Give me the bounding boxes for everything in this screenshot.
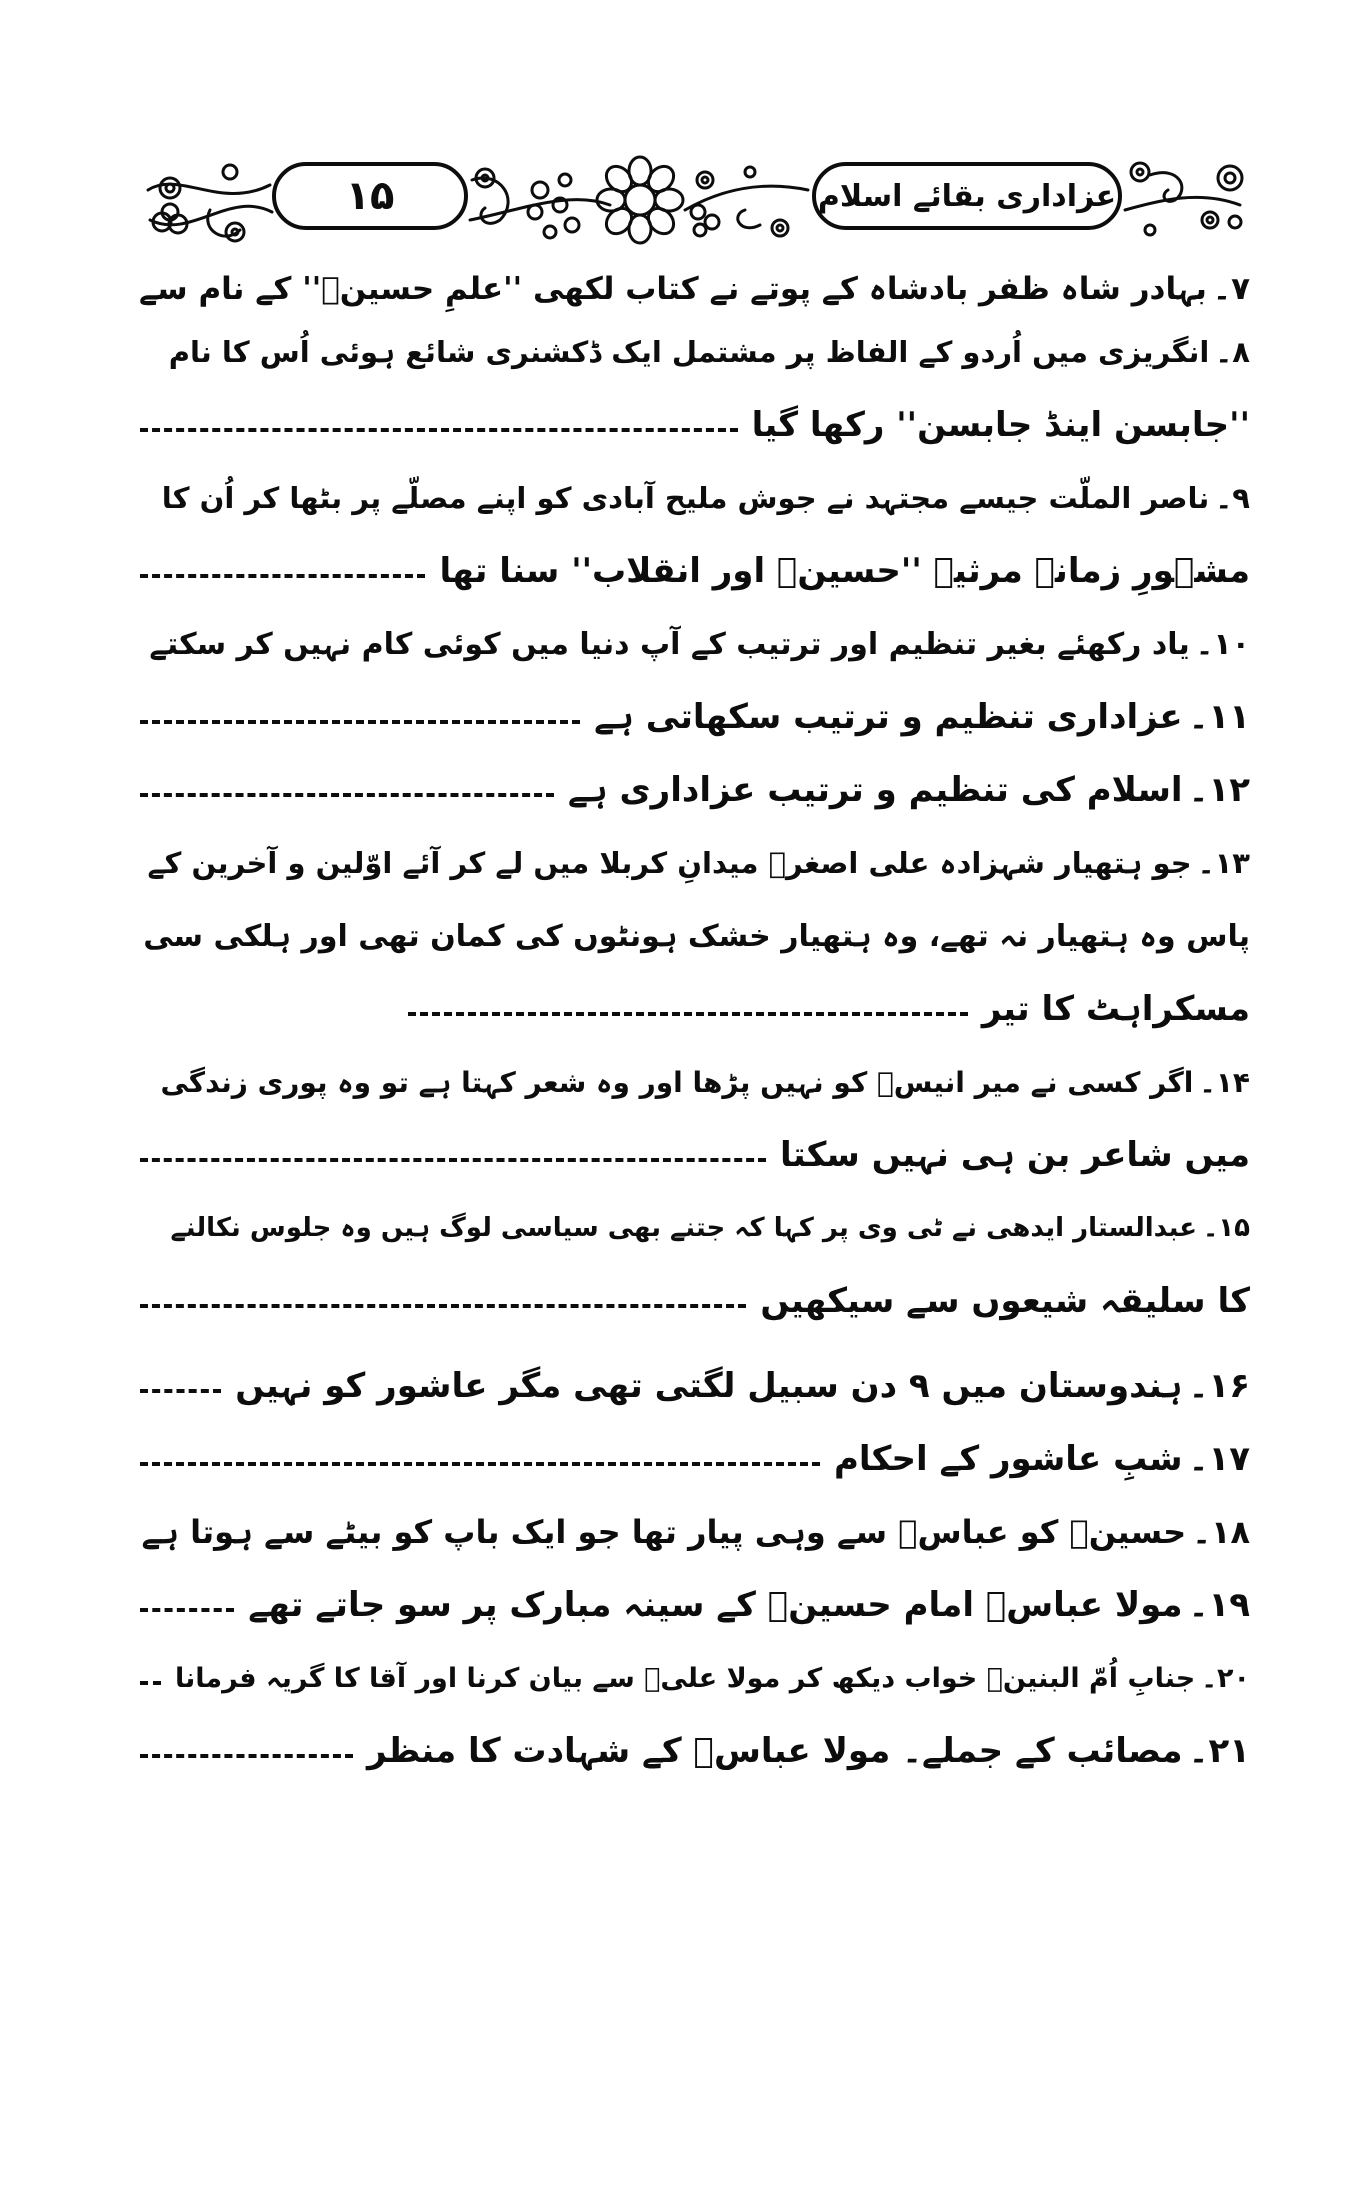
answer-blank-line: [140, 793, 554, 797]
answer-blank-line: [140, 1389, 221, 1393]
answer-blank-line: [140, 1754, 353, 1758]
numbered-statements-list: [140, 258, 1250, 1783]
page-number-cartouche: [272, 162, 468, 230]
center-flower-icon: [597, 157, 683, 243]
list-item-12: [140, 759, 1250, 822]
item-number: ۱۰۔: [1195, 627, 1250, 662]
answer-blank-line: [140, 1608, 234, 1612]
item-number: ۲۰۔: [1201, 1663, 1250, 1694]
item-text: مشہورِ زمانہ مرثیہ ''حسینؑ اور انقلاب'' سنا تھا: [439, 551, 1250, 591]
answer-blank-line: [140, 574, 425, 578]
item-text: بہادر شاہ ظفر بادشاہ کے پوتے نے کتاب لکھی ''علمِ حسینؑ'' کے نام سے: [139, 271, 1207, 307]
item-number: ۱۱۔: [1188, 697, 1250, 737]
item-text: عزاداری تنظیم و ترتیب سکھاتی ہے: [594, 697, 1183, 737]
list-item-11: [140, 686, 1250, 749]
book-title: عزاداری بقائے اسلام: [817, 178, 1117, 214]
list-item-8: [140, 321, 1250, 384]
list-item-18: [140, 1501, 1250, 1564]
answer-blank-line: [140, 720, 580, 724]
list-item-13-continued-2: [140, 978, 1250, 1041]
book-title-cartouche: [812, 162, 1122, 230]
page-number: ۱۵: [345, 173, 395, 219]
item-number: ۲۱۔: [1188, 1731, 1250, 1771]
item-number: ۱۲۔: [1188, 770, 1250, 810]
list-item-9-continued: [140, 540, 1250, 603]
item-number: ۱۸۔: [1192, 1513, 1250, 1551]
item-text: ہندوستان میں ۹ دن سبیل لگتی تھی مگر عاشور کو نہیں: [235, 1366, 1183, 1406]
item-text: مولا عباسؑ امام حسینؑ کے سینہ مبارک پر سو جاتے تھے: [248, 1585, 1183, 1625]
item-text: ''جابسن اینڈ جابسن'' رکھا گیا: [751, 405, 1250, 445]
list-item-13-continued: [140, 905, 1250, 968]
list-item-7: [140, 258, 1250, 321]
item-text: شبِ عاشور کے احکام: [833, 1439, 1183, 1479]
item-text: اگر کسی نے میر انیسؔ کو نہیں پڑھا اور وہ شعر کہتا ہے تو وہ پوری زندگی: [160, 1066, 1194, 1099]
vine-mid-right-icon: [685, 167, 808, 236]
item-number: ۱۳۔: [1197, 846, 1250, 880]
answer-blank-line: [140, 1462, 820, 1466]
item-text: جو ہتھیار شہزادہ علی اصغرؑ میدانِ کربلا میں لے کر آئے اوّلین و آخرین کے: [147, 846, 1192, 880]
item-text: مصائب کے جملے۔ مولا عباسؑ کے شہادت کا منظر: [367, 1731, 1183, 1771]
item-text: میں شاعر بن ہی نہیں سکتا: [780, 1135, 1250, 1175]
item-text: اسلام کی تنظیم و ترتیب عزاداری ہے: [567, 770, 1183, 810]
answer-blank-line: [140, 1158, 766, 1162]
item-text: کا سلیقہ شیعوں سے سیکھیں: [760, 1281, 1250, 1321]
list-item-10: [140, 613, 1250, 676]
list-item-9: [140, 467, 1250, 530]
item-text: حسینؑ کو عباسؑ سے وہی پیار تھا جو ایک باپ کو بیٹے سے ہوتا ہے: [141, 1513, 1187, 1551]
item-number: ۱۷۔: [1188, 1439, 1250, 1479]
vine-right-icon: [1125, 163, 1242, 235]
item-number: ۱۴۔: [1199, 1066, 1250, 1099]
item-text: مسکراہٹ کا تیر: [981, 989, 1250, 1029]
book-page: [140, 150, 1250, 1783]
item-text: جنابِ اُمّ البنینؑ خواب دیکھ کر مولا علیؑ سے بیان کرنا اور آقا کا گریہ فرمانا: [174, 1663, 1196, 1694]
item-text: انگریزی میں اُردو کے الفاظ پر مشتمل ایک ڈکشنری شائع ہوئی اُس کا نام: [168, 335, 1210, 369]
item-text: پاس وہ ہتھیار نہ تھے، وہ ہتھیار خشک ہونٹوں کی کمان تھی اور ہلکی سی: [143, 919, 1250, 954]
list-item-14-continued: [140, 1124, 1250, 1187]
answer-blank-line: [140, 428, 738, 432]
item-number: ۷۔: [1212, 271, 1250, 307]
list-item-15: [140, 1197, 1250, 1260]
vine-left-icon: [148, 165, 272, 241]
page-header: [140, 150, 1250, 250]
list-item-19: [140, 1574, 1250, 1637]
item-text: یاد رکھئے بغیر تنظیم اور ترتیب کے آپ دنیا میں کوئی کام نہیں کر سکتے: [149, 627, 1190, 662]
list-item-14: [140, 1051, 1250, 1114]
list-item-15-continued: [140, 1270, 1250, 1333]
item-text: عبدالستار ایدھی نے ٹی وی پر کہا کہ جتنے بھی سیاسی لوگ ہیں وہ جلوس نکالنے: [170, 1213, 1198, 1243]
answer-blank-line: [140, 1681, 161, 1685]
vine-mid-left-icon: [470, 169, 610, 238]
answer-blank-line: [408, 1012, 968, 1016]
list-item-13: [140, 832, 1250, 895]
list-item-21: [140, 1720, 1250, 1783]
item-text: ناصر الملّت جیسے مجتہد نے جوش ملیح آبادی کو اپنے مصلّے پر بٹھا کر اُن کا: [161, 481, 1210, 515]
list-item-8-continued: [140, 394, 1250, 457]
list-item-20: [140, 1647, 1250, 1710]
item-number: ۱۵۔: [1203, 1213, 1250, 1243]
list-item-17: [140, 1428, 1250, 1491]
answer-blank-line: [140, 1304, 746, 1308]
list-item-16: [140, 1355, 1250, 1418]
item-number: ۸۔: [1215, 335, 1250, 369]
item-number: ۹۔: [1215, 481, 1250, 515]
item-number: ۱۹۔: [1188, 1585, 1250, 1625]
item-number: ۱۶۔: [1188, 1366, 1250, 1406]
